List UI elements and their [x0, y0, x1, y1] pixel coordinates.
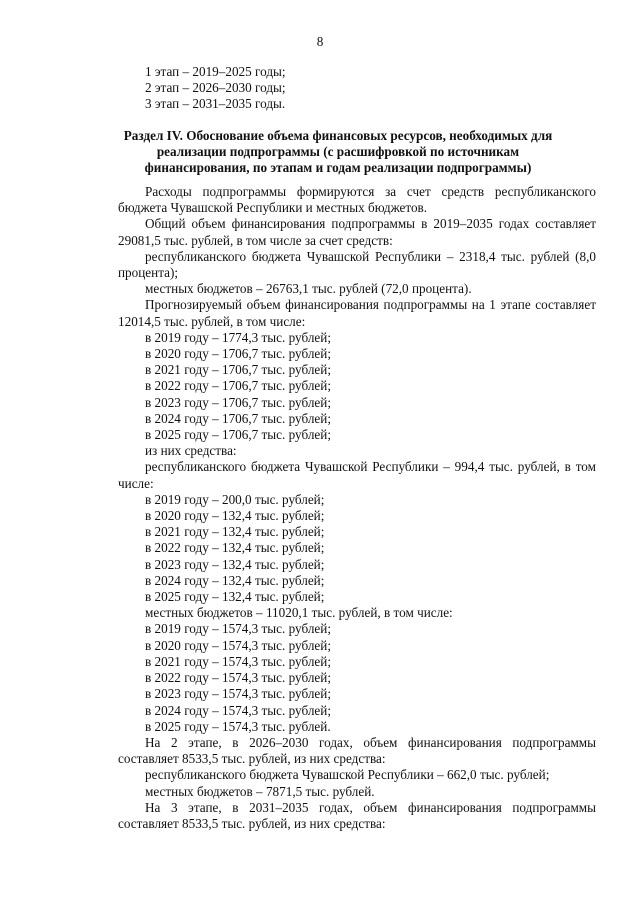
- list-item: в 2021 году – 132,4 тыс. рублей;: [145, 524, 325, 540]
- paragraph: Расходы подпрограммы формируются за счет средств республиканского бюджета Чувашской Республики и местных бюджетов.: [118, 184, 596, 216]
- document-body: [118, 184, 596, 832]
- list-item: в 2022 году – 132,4 тыс. рублей;: [145, 540, 325, 556]
- list-item: в 2025 году – 132,4 тыс. рублей;: [145, 589, 325, 605]
- stage-item: 2 этап – 2026–2030 годы;: [145, 80, 286, 96]
- paragraph: местных бюджетов – 26763,1 тыс. рублей (72,0 процента).: [145, 281, 472, 297]
- stage-item: 3 этап – 2031–2035 годы.: [145, 96, 286, 112]
- list-item: в 2024 году – 132,4 тыс. рублей;: [145, 572, 325, 588]
- list-item: в 2019 году – 1774,3 тыс. рублей;: [145, 329, 331, 345]
- list-item: в 2024 году – 1706,7 тыс. рублей;: [145, 410, 331, 426]
- paragraph: Общий объем финансирования подпрограммы в 2019–2035 годах составляет 29081,5 тыс. рублей, в том числе за счет средств:: [118, 216, 596, 248]
- list-item: в 2021 году – 1574,3 тыс. рублей;: [145, 653, 331, 669]
- list-item: в 2025 году – 1706,7 тыс. рублей;: [145, 427, 331, 443]
- page-number: 8: [316, 34, 324, 49]
- paragraph: из них средства:: [145, 443, 237, 459]
- paragraph: местных бюджетов – 7871,5 тыс. рублей.: [145, 783, 375, 799]
- list-item: в 2022 году – 1574,3 тыс. рублей;: [145, 670, 331, 686]
- section-heading: Раздел IV. Обоснование объема финансовых ресурсов, необходимых для реализации подпрограммы (с расшифровкой по источникам финансирования, по этапам и годам реализации подпрограммы): [123, 128, 553, 176]
- paragraph: На 2 этапе, в 2026–2030 годах, объем финансирования подпрограммы составляет 8533,5 тыс. рублей, из них средства:: [118, 734, 596, 767]
- paragraph: республиканского бюджета Чувашской Республики – 994,4 тыс. рублей, в том числе:: [118, 459, 596, 491]
- list-item: в 2019 году – 200,0 тыс. рублей;: [145, 491, 325, 507]
- list-item: в 2019 году – 1574,3 тыс. рублей;: [145, 621, 331, 637]
- list-item: в 2020 году – 132,4 тыс. рублей;: [145, 508, 325, 524]
- list-item: в 2025 году – 1574,3 тыс. рублей.: [145, 718, 331, 734]
- paragraph: Прогнозируемый объем финансирования подпрограммы на 1 этапе составляет 12014,5 тыс. рублей, в том числе:: [118, 297, 596, 329]
- list-item: в 2022 году – 1706,7 тыс. рублей;: [145, 378, 331, 394]
- list-item: в 2020 году – 1574,3 тыс. рублей;: [145, 637, 331, 653]
- list-item: в 2020 году – 1706,7 тыс. рублей;: [145, 346, 331, 362]
- stages-list: [145, 64, 286, 113]
- paragraph: республиканского бюджета Чувашской Республики – 2318,4 тыс. рублей (8,0 процента);: [118, 248, 596, 281]
- stage-item: 1 этап – 2019–2025 годы;: [145, 64, 286, 79]
- list-item: в 2023 году – 1706,7 тыс. рублей;: [145, 394, 331, 410]
- list-item: в 2024 году – 1574,3 тыс. рублей;: [145, 702, 331, 718]
- paragraph: На 3 этапе, в 2031–2035 годах, объем финансирования подпрограммы составляет 8533,5 тыс. рублей, из них средства:: [118, 799, 596, 831]
- list-item: в 2021 году – 1706,7 тыс. рублей;: [145, 362, 331, 378]
- list-item: в 2023 году – 132,4 тыс. рублей;: [145, 556, 325, 572]
- paragraph: республиканского бюджета Чувашской Республики – 662,0 тыс. рублей;: [145, 767, 550, 783]
- list-item: в 2023 году – 1574,3 тыс. рублей;: [145, 686, 331, 702]
- paragraph: местных бюджетов – 11020,1 тыс. рублей, в том числе:: [145, 605, 453, 621]
